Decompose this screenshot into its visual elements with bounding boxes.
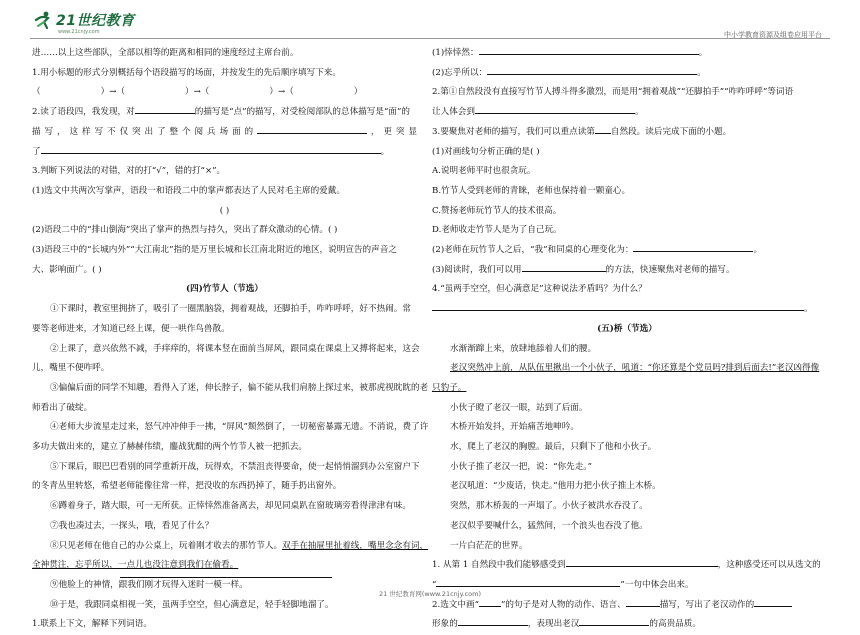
- underlined-sentence: ，一点儿也没注意到我们在偷看。: [109, 560, 239, 571]
- running-figure-icon: [32, 11, 54, 29]
- paragraph-4-tail: 多功夫做出来的，建立了赫赫伟绩，鏖战犹酣的两个竹节人被一把抓去。: [32, 442, 308, 453]
- answer-blank[interactable]: [436, 576, 620, 587]
- underlined-sentence: 双手在抽屉里扯着线，嘴里念念有词，: [282, 540, 429, 551]
- answer-blank[interactable]: [595, 123, 611, 134]
- question-2-line2: 描写，这样写不仅突出了整个阅兵场面的 ，更突显: [32, 123, 417, 143]
- vocab-1: (1)悻悻然： 。: [432, 44, 822, 64]
- paragraph-1-tail: 要等老师进来，才知道已经上课，便一哄作鸟兽散。: [32, 323, 230, 334]
- answer-blank[interactable]: [257, 123, 367, 134]
- bridge-paragraph-7: 老汉吼道：“少废话，快走。”他用力把小伙子推上木桥。: [450, 481, 661, 492]
- answer-blank[interactable]: [41, 143, 381, 154]
- platform-name: 中小学教育资源及组卷应用平台: [724, 31, 822, 39]
- vocab-2: (2)忘乎所以： 。: [432, 64, 822, 84]
- right-column: [432, 44, 822, 635]
- question-5-2-line2: 形象的 ，表现出老汉 的高贵品质。: [432, 615, 822, 635]
- bridge-paragraph-2: 老汉突然冲上前，从队伍里揪出一个小伙子，吼道：“你还算是个党员吗?排到后面去!”老汉凶得像: [450, 363, 820, 374]
- paragraph-1: ①下课时，教室里拥挤了，吸引了一圈黑脑袋，拥着观战，还脚拍手，咋咋呼呼，好不热闹。常: [50, 304, 411, 315]
- question-4-3-2: (2)老师在玩竹节人之后，“我”和同桌的心理变化为： 。: [432, 241, 822, 261]
- question-5-2: 2.选文中画“ ”的句子是对人物的动作、语言、 描写，写出了老汉动作的: [432, 596, 822, 616]
- option-c[interactable]: C.赞扬老师玩竹节人的技术很高。: [432, 205, 562, 216]
- paragraph-6: ⑥蹲着身子，踏大眼，可一无所获。正悻悻然准备离去，却见同桌趴在窗玻璃旁看得津津有味。: [50, 501, 411, 512]
- judge-item-1: (1)选文中共两次写掌声，语段一和语段二中的掌声都表达了人民对毛主席的爱戴。: [32, 185, 345, 196]
- answer-blank[interactable]: [135, 103, 195, 114]
- question-5-1: 1. 从第 1 自然段中我们能够感受到 ，这种感受还可以从选文的: [432, 556, 822, 576]
- page-footer: 21 世纪教育网(www.21cnjy.com): [379, 590, 481, 598]
- section-5-title: (五)桥（节选）: [597, 323, 657, 334]
- question-4-2-line2: 让人体会到 。: [432, 103, 822, 123]
- paragraph-10: ⑩于是，我跟同桌相视一笑，虽两手空空，但心满意足，轻手轻脚地溜了。: [50, 599, 334, 610]
- answer-blank[interactable]: [633, 241, 753, 252]
- bridge-paragraph-3: 小伙子瞪了老汉一眼，站到了后面。: [450, 402, 588, 413]
- bridge-paragraph-8: 突然，那木桥轰的一声塌了。小伙子被洪水吞没了。: [450, 501, 648, 512]
- question-1-blanks: （ ）→（ ）→（ ）→（ ）: [32, 87, 363, 98]
- left-column: [32, 44, 429, 635]
- judge-item-3: (3)语段三中的“长城内外”“大江南北”指的是万里长城和长江南北附近的地区，说明宣告的声音之: [32, 245, 397, 256]
- bridge-paragraph-9: 老汉似乎要喊什么，猛然间，一个浪头也吞没了他。: [450, 520, 648, 531]
- page-header: [0, 0, 860, 38]
- question-4-3-3: (3)阅读时，我们可以用 的方法，快速聚焦对老师的描写。: [432, 261, 822, 281]
- answer-blank[interactable]: [479, 44, 699, 55]
- question-2-line3: 了 。: [32, 143, 417, 163]
- judge-item-1-bracket[interactable]: ( ): [219, 205, 230, 216]
- question-2: 2.读了语段四，我发现，对 的描写是“点”的描写，对受检阅部队的总体描写是“面”的: [32, 103, 417, 123]
- answer-blank[interactable]: [475, 103, 635, 114]
- paragraph-2-tail: 儿，嘴里不便咋呼。: [32, 363, 110, 374]
- option-a[interactable]: A.说明老师平时也很贪玩。: [432, 166, 536, 177]
- question-4-2: 2.第①自然段没有直接写竹节人搏斗得多激烈，而是用“拥着观战”“还脚拍手”“咋咋呼呼”等词语: [432, 87, 794, 98]
- paragraph-3-tail: 师看出了破绽。: [32, 402, 93, 413]
- question-3: 3.判断下列说法的对错，对的打“√”，错的打“×”。: [32, 166, 226, 177]
- option-b[interactable]: B.竹节人受到老师的青睐，老师也保持着一颗童心。: [432, 185, 631, 196]
- question-1: 1.用小标题的形式分别概括每个语段描写的场面，并按发生的先后顺序填写下来。: [32, 67, 341, 78]
- header-divider: [30, 38, 830, 39]
- bridge-paragraph-4: 木桥开始发抖，开始痛苦地呻吟。: [450, 422, 579, 433]
- question-5-1-line2: “ ”一句中体会出来。: [432, 576, 822, 596]
- answer-line[interactable]: [120, 577, 332, 578]
- paragraph-8: ⑧只见老师在他自己的办公桌上，玩着刚才收去的那竹节人。双手在抽屉里扯着线，嘴里念念有词，: [50, 540, 429, 551]
- answer-blank[interactable]: [522, 261, 606, 272]
- judge-item-3-tail: 大、影响面广。( ): [32, 264, 102, 275]
- site-logo: [32, 10, 134, 30]
- bridge-paragraph-10: 一片白茫茫的世界。: [450, 540, 528, 551]
- paragraph-4: ④老师大步流星走过来，怒气冲冲伸手一拂，“屏风”颓然倒了，一切秘密暴露无遗。不消说，费了许: [50, 422, 429, 433]
- logo-url: www.21cnjy.com: [58, 29, 100, 35]
- paragraph-5: ⑤下课后，眼巴巴看别的同学重新开战，玩得欢，不禁沮丧得要命，使一起悄悄溜到办公室窗户下: [50, 461, 420, 472]
- question-4-4: 4.“虽两手空空，但心满意足”这种说法矛盾吗？为什么？: [432, 284, 647, 295]
- option-d[interactable]: D.老师收走竹节人是为了自己玩。: [432, 225, 562, 236]
- bridge-paragraph-5: 水，爬上了老汉的胸膛。最后，只剩下了他和小伙子。: [450, 442, 657, 453]
- paragraph-3: ③偏偏后面的同学不知趣，看得入了迷，伸长脖子，偏不能从我们肩膀上探过来，被那虎视眈眈的老: [50, 382, 429, 393]
- answer-blank[interactable]: [432, 300, 804, 311]
- paragraph-9: ⑨他脸上的神情，跟我们刚才玩得入迷时一模一样。: [50, 579, 248, 590]
- judge-item-2: (2)语段二中的“排山倒海”突出了掌声的热烈与持久，突出了群众激动的心情。( ): [32, 225, 338, 236]
- bridge-paragraph-1: 水渐渐蹿上来，放肆地舔着人们的腰。: [450, 343, 597, 354]
- paragraph-7: ⑦我也凑过去，一探头，哦，看见了什么？: [50, 520, 214, 531]
- question-4-4-answer: 。: [432, 300, 822, 320]
- passage-tail: 进……以上这些部队，全部以相等的距离和相同的速度经过主席台前。: [32, 48, 299, 58]
- underlined-sentence: 全神贯注，忘乎所以: [32, 560, 110, 571]
- answer-blank[interactable]: [458, 615, 528, 626]
- question-4-3: 3.要聚焦对老师的描写，我们可以重点读第 自然段。读后完成下面的小题。: [432, 123, 822, 143]
- answer-blank[interactable]: [566, 556, 718, 567]
- paragraph-8-tail: [32, 556, 417, 576]
- bridge-paragraph-6: 小伙子推了老汉一把，说：“你先走。”: [450, 461, 592, 472]
- paragraph-5-tail: 的冬青丛里转悠，希望老师能像往常一样，把没收的东西扔掉了，随手扔出窗外。: [32, 481, 342, 492]
- answer-blank[interactable]: [579, 615, 649, 626]
- paragraph-2: ②上课了，意兴依然不减，手痒痒的，将课本竖在面前当屏风，跟同桌在课桌上又搏将起来，这会: [50, 343, 420, 354]
- answer-blank[interactable]: [487, 64, 697, 75]
- section-4-title: (四)竹节人（节选）: [186, 284, 263, 295]
- question-4-1: 1.联系上下文，解释下列词语。: [32, 619, 152, 630]
- bridge-paragraph-2-tail: 只豹子。: [432, 382, 467, 393]
- logo-text: 21世纪教育: [56, 13, 135, 29]
- choice-question: (1)对画线句分析正确的是( ): [432, 146, 540, 157]
